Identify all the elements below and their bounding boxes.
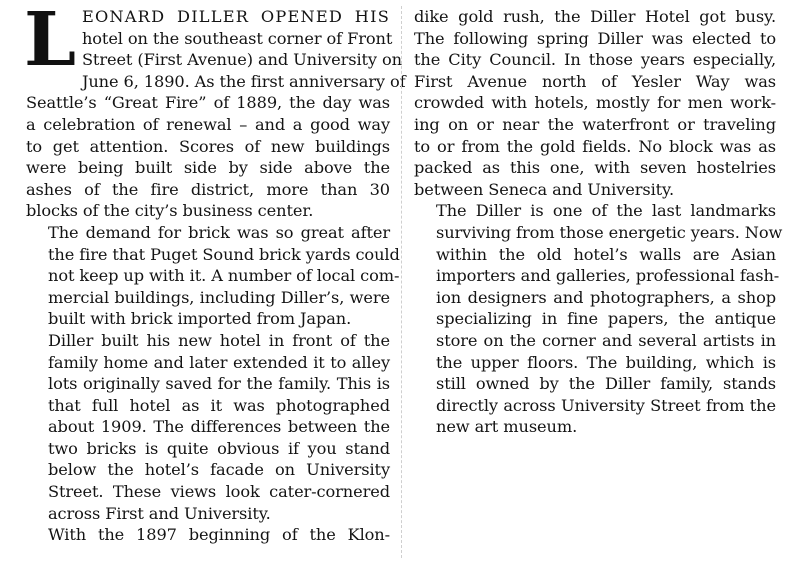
drop-cap: L xyxy=(24,0,76,83)
text-line: dike gold rush, the Diller Hotel got busy. xyxy=(414,7,776,26)
text-line: crowded with hotels, mostly for men work- xyxy=(414,93,776,113)
text-line: store on the corner and several artists in xyxy=(436,330,776,350)
text-line: surviving from those energetic years. Now xyxy=(436,222,783,242)
text-line: family home and later extended it to alley xyxy=(48,352,390,372)
text-line: hotel on the southeast corner of Front xyxy=(81,28,393,48)
text-line: two bricks is quite obvious if you stand xyxy=(48,438,390,458)
text-line: packed as this one, with seven hostelries xyxy=(414,158,776,178)
text-line: about 1909. The differences between the xyxy=(48,417,390,437)
text-line: blocks of the city’s business center. xyxy=(26,201,314,221)
text-line: ing on or near the waterfront or traveling xyxy=(414,114,776,134)
text-line: within the old hotel’s walls are Asian xyxy=(436,244,776,264)
text-line: the City Council. In those years especially, xyxy=(414,50,776,70)
text-line: lots originally saved for the family. This is xyxy=(48,374,390,394)
paragraph-4 xyxy=(26,524,390,546)
text-line: The following spring Diller was elected to xyxy=(414,28,776,48)
left-column xyxy=(24,0,406,546)
text-line: were being built side by side above the xyxy=(26,158,390,178)
text-line: First Avenue north of Yesler Way was xyxy=(414,71,776,91)
paragraph-2 xyxy=(26,222,400,330)
text-line: to or from the gold fields. No block was as xyxy=(414,136,776,156)
text-line: below the hotel’s facade on University xyxy=(48,460,390,480)
text-line: across First and University. xyxy=(48,503,271,523)
text-line: the upper floors. The building, which is xyxy=(436,352,776,372)
right-column xyxy=(414,6,783,438)
text-line: not keep up with it. A number of local com- xyxy=(48,266,400,286)
text-line: Diller built his new hotel in front of the xyxy=(48,330,390,350)
text-line: The Diller is one of the last landmarks xyxy=(436,201,776,221)
text-line: The demand for brick was so great after xyxy=(48,222,390,242)
text-line: specializing in fine papers, the antique xyxy=(436,309,776,329)
text-line: Street. These views look cater-cornered xyxy=(48,482,390,502)
text-line: directly across University Street from the xyxy=(436,395,776,415)
column-divider xyxy=(401,6,402,558)
text-line: a celebration of renewal – and a good way xyxy=(26,114,390,134)
text-line: June 6, 1890. As the first anniversary of xyxy=(81,71,406,91)
paragraph-6 xyxy=(414,200,783,438)
text-line: mercial buildings, including Diller’s, were xyxy=(48,287,390,307)
text-line: new art museum. xyxy=(436,417,578,437)
text-line: EONARD DILLER OPENED HIS xyxy=(81,7,390,26)
text-line: Street (First Avenue) and University on xyxy=(81,50,402,70)
text-line: ion designers and photographers, a shop xyxy=(436,287,776,307)
text-line: With the 1897 beginning of the Klon- xyxy=(48,525,390,545)
text-line: the fire that Puget Sound brick yards could xyxy=(48,244,400,264)
text-line: ashes of the fire district, more than 30 xyxy=(26,179,390,199)
text-line: still owned by the Diller family, stands xyxy=(436,374,776,394)
paragraph-5 xyxy=(414,6,776,200)
text-line: to get attention. Scores of new buildings xyxy=(26,136,390,156)
text-line: importers and galleries, professional fash- xyxy=(436,266,780,286)
text-line: Seattle’s “Great Fire” of 1889, the day was xyxy=(26,93,390,113)
paragraph-1 xyxy=(24,0,406,222)
text-line: built with brick imported from Japan. xyxy=(48,309,352,329)
text-line: that full hotel as it was photographed xyxy=(48,395,390,415)
paragraph-3 xyxy=(26,330,390,524)
text-line: between Seneca and University. xyxy=(414,179,674,199)
